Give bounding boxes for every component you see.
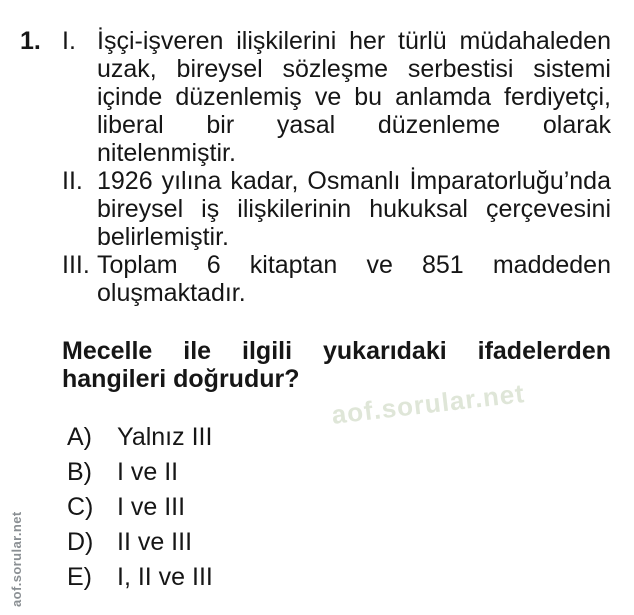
question-stem: [62, 337, 611, 393]
statement-marker: I.: [62, 27, 76, 55]
options-list: [67, 423, 611, 591]
statement-line: İşçi-işveren ilişkilerini her türlü müdahaleden: [97, 27, 611, 55]
option-letter: C): [67, 493, 94, 521]
diagonal-watermark: aof.sorular.net: [330, 378, 527, 430]
option-text: I ve II: [117, 458, 179, 486]
statement-line: uzak, bireysel sözleşme serbestisi sistemi: [97, 55, 611, 83]
question-number: 1.: [20, 27, 41, 55]
statement-line: liberal bir yasal düzenleme olarak: [97, 111, 611, 139]
stem-line: hangileri doğrudur?: [62, 365, 300, 393]
stem-line: Mecelle ile ilgili yukarıdaki ifadelerden: [62, 337, 611, 365]
statement-list: [62, 27, 611, 307]
option-text: I ve III: [117, 493, 186, 521]
option-e: [67, 563, 611, 591]
statement-line: 1926 yılına kadar, Osmanlı İmparatorluğu’nda: [97, 167, 611, 195]
option-c: [67, 493, 611, 521]
option-d: [67, 528, 611, 556]
option-text: Yalnız III: [117, 423, 213, 451]
statement-line: oluşmaktadır.: [97, 279, 246, 307]
option-letter: E): [67, 563, 92, 591]
option-b: [67, 458, 611, 486]
question-block: [20, 27, 611, 598]
statement-item-2: [62, 167, 611, 251]
statement-marker: II.: [62, 167, 83, 195]
option-a: [67, 423, 611, 451]
statement-line: Toplam 6 kitaptan ve 851 maddeden: [97, 251, 611, 279]
statement-item-1: [62, 27, 611, 167]
option-letter: B): [67, 458, 92, 486]
statement-line: bireysel iş ilişkilerinin hukuksal çerçevesini: [97, 195, 611, 223]
option-letter: A): [67, 423, 92, 451]
option-letter: D): [67, 528, 94, 556]
vertical-watermark: aof.sorular.net: [9, 511, 24, 607]
statement-marker: III.: [62, 251, 90, 279]
statement-item-3: [62, 251, 611, 307]
statement-line: nitelenmiştir.: [97, 139, 236, 167]
option-text: I, II ve III: [117, 563, 213, 591]
option-text: II ve III: [117, 528, 193, 556]
statement-line: içinde düzenlemiş ve bu anlamda ferdiyetçi,: [97, 83, 611, 111]
statement-line: belirlemiştir.: [97, 223, 229, 251]
